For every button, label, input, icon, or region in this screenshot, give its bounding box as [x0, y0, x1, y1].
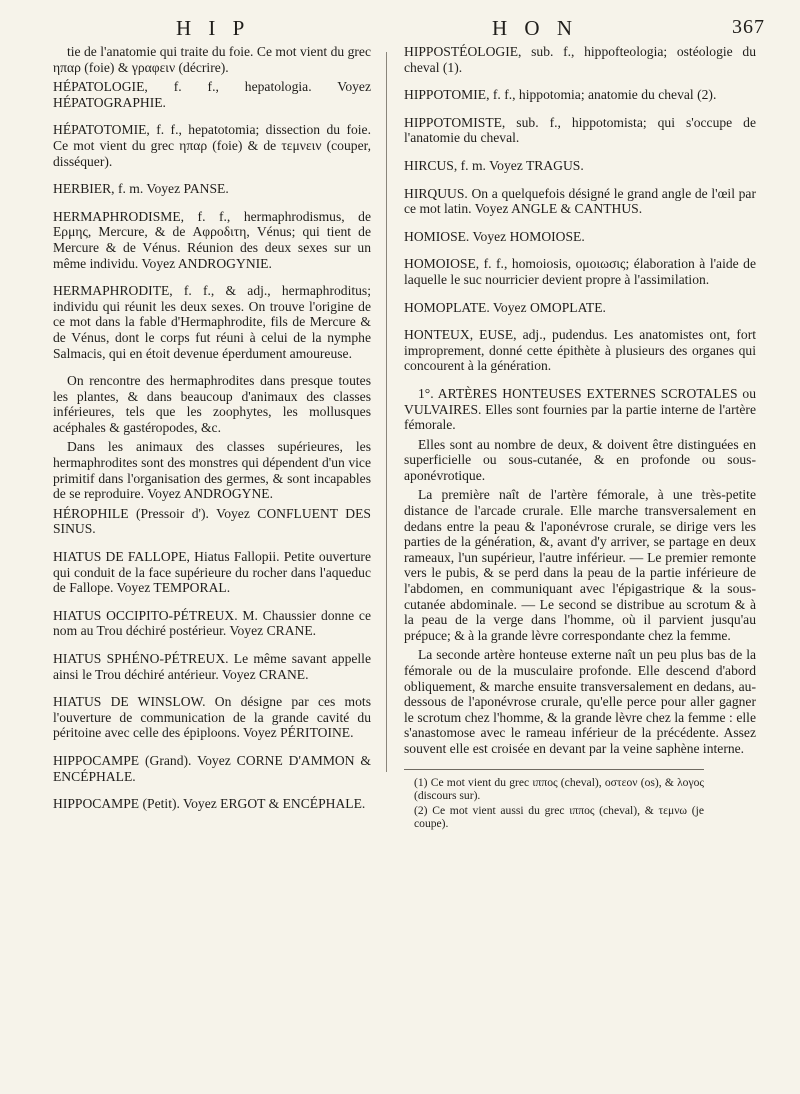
entry-hippotomie: HIPPOTOMIE, f. f., hippotomia; anatomie du cheval (2). — [404, 87, 717, 103]
entry-honteux-seconde-artere: La seconde artère honteuse externe naît un peu plus bas de la fémorale ou de la musculaire profonde. Elle descend d'abord obliquement, & marche ensuite transversalement en dedans, au-dessous de l'aponévrose crurale, qu'elle perce pour aller gagner le scrotum chez l'homme, & la grande lèvre chez la femme : elle s'anastomose avec le rameau inférieur de la précédente. Assez souvent elle est croisée en devant par la veine saphène interne. — [404, 647, 756, 756]
entry-homoplate: HOMOPLATE. Voyez OMOPLATE. — [404, 299, 606, 315]
entry-hepatologie: HÉPATOLOGIE, f. f., hepatologia. Voyez HÉPATOGRAPHIE. — [53, 79, 371, 110]
page-number: 367 — [732, 16, 765, 38]
footnote-2: (2) Ce mot vient aussi du grec ιππος (cheval), & τεμνω (je coupe). — [414, 803, 704, 830]
left-column — [53, 44, 371, 824]
entry-hiatus-spheno-petreux: HIATUS SPHÉNO-PÉTREUX. Le même savant appelle ainsi le Trou déchiré antérieur. Voyez CRANE. — [53, 651, 371, 682]
entry-continuation: tie de l'anatomie qui traite du foie. Ce mot vient du grec ηπαρ (foie) & γραφειν (décrire). — [53, 44, 371, 75]
entry-homoiose: HOMOIOSE, f. f., homoiosis, ομοιωσις; élaboration à l'aide de laquelle le suc nourricier devient propre à l'assimilation. — [404, 256, 756, 287]
entry-hiatus-fallope: HIATUS DE FALLOPE, Hiatus Fallopii. Petite ouverture qui conduit de la face supérieure du rocher dans l'aqueduc de Fallope. Voyez TEMPORAL. — [53, 549, 371, 596]
entry-honteux-arteres-nombre: Elles sont au nombre de deux, & doivent être distinguées en superficielle ou sous-cutanée, & en profonde ou sous-aponévrotique. — [404, 436, 756, 483]
footnotes — [404, 769, 704, 830]
footnote-1: (1) Ce mot vient du grec ιππος (cheval), οστεον (os), & λογος (discours sur). — [414, 775, 704, 802]
entry-hiatus-winslow: HIATUS DE WINSLOW. On désigne par ces mots l'ouverture de communication de la grande cavité du péritoine avec celle des épiploons. Voyez PÉRITOINE. — [53, 694, 371, 741]
entry-honteux-arteres-intro: 1°. ARTÈRES HONTEUSES EXTERNES SCROTALES ou VULVAIRES. Elles sont fournies par la partie interne de l'artère fémorale. — [404, 385, 756, 433]
entry-hipposteologie: HIPPOSTÉOLOGIE, sub. f., hippofteologia; ostéologie du cheval (1). — [404, 44, 756, 75]
entry-hermaphrodite-para-3: Dans les animaux des classes supérieures, les hermaphrodites sont des monstres qui dépendent d'un vice primitif dans l'organisation des germes, & sont incapables de se reproduire. Voyez ANDROGYNE. — [53, 439, 371, 502]
entry-hippocampe-petit: HIPPOCAMPE (Petit). Voyez ERGOT & ENCÉPHALE. — [53, 796, 366, 812]
column-divider — [386, 52, 387, 772]
entry-hippotomiste: HIPPOTOMISTE, sub. f., hippotomista; qui s'occupe de l'anatomie du cheval. — [404, 114, 756, 146]
entry-herbier: HERBIER, f. m. Voyez PANSE. — [53, 181, 229, 197]
entry-hermaphrodite: HERMAPHRODITE, f. f., & adj., hermaphroditus; individu qui réunit les deux sexes. On trouve l'origine de ce mot dans la fable d'Hermaphrodite, fils de Mercure & de Vénus, dont le corps fut réuni à celui de la nymphe Salmacis, qui en étoit devenue éperdument amoureuse. — [53, 283, 371, 361]
entry-hermaphrodite-para-2: On rencontre des hermaphrodites dans presque toutes les plantes, & dans beaucoup d'animaux des classes inférieures, tels que les zoophytes, les mollusques acéphales & gastéropodes, &c. — [53, 373, 371, 435]
running-head-left: H I P — [176, 16, 251, 40]
entry-hircus: HIRCUS, f. m. Voyez TRAGUS. — [404, 157, 584, 173]
entry-hippocampe-grand: HIPPOCAMPE (Grand). Voyez CORNE D'AMMON & ENCÉPHALE. — [53, 752, 371, 784]
entry-hepatotomie: HÉPATOTOMIE, f. f., hepatotomia; dissection du foie. Ce mot vient du grec ηπαρ (foie) & de τεμνειν (couper, disséquer). — [53, 122, 371, 169]
entry-hiatus-occipito-petreux: HIATUS OCCIPITO-PÉTREUX. M. Chaussier donne ce nom au Trou déchiré postérieur. Voyez CRANE. — [53, 607, 371, 639]
right-column — [404, 44, 756, 832]
entry-herophile: HÉROPHILE (Pressoir d'). Voyez CONFLUENT DES SINUS. — [53, 505, 371, 537]
entry-honteux-premiere-artere: La première naît de l'artère fémorale, à une très-petite distance de l'arcade crurale. Elle marche transversalement en dedans entre la peau & l'aponévrose crurale, se dirige vers les parties de la génération, &, avant d'y arriver, se partage en deux rameaux, l'un supérieur, l'autre inférieur. — Le premier remonte vers le pubis, & se perd dans la peau de la partie inférieure de l'abdomen, en communiquant avec l'épigastrique & la sous-cutanée abdominale. — Le second se distribue au scrotum & à la peau de la verge dans l'homme, où il parvient jusqu'au prépuce; & à la grande lèvre correspondante chez la femme. — [404, 487, 756, 643]
entry-hermaphrodisme: HERMAPHRODISME, f. f., hermaphrodismus, de Ερμης, Mercure, & de Αφροδιτη, Vénus; qui tient de Mercure & de Vénus. Réunion des deux sexes sur un même individu. Voyez ANDROGYNIE. — [53, 208, 371, 271]
running-head-center: H O N — [492, 16, 578, 40]
entry-homiose: HOMIOSE. Voyez HOMOIOSE. — [404, 228, 585, 244]
entry-honteux: HONTEUX, EUSE, adj., pudendus. Les anatomistes ont, fort improprement, donné cette épithète à plusieurs des organes qui concourent à la génération. — [404, 327, 756, 374]
entry-hirquus: HIRQUUS. On a quelquefois désigné le grand angle de l'œil par ce mot latin. Voyez ANGLE & CANTHUS. — [404, 185, 756, 217]
